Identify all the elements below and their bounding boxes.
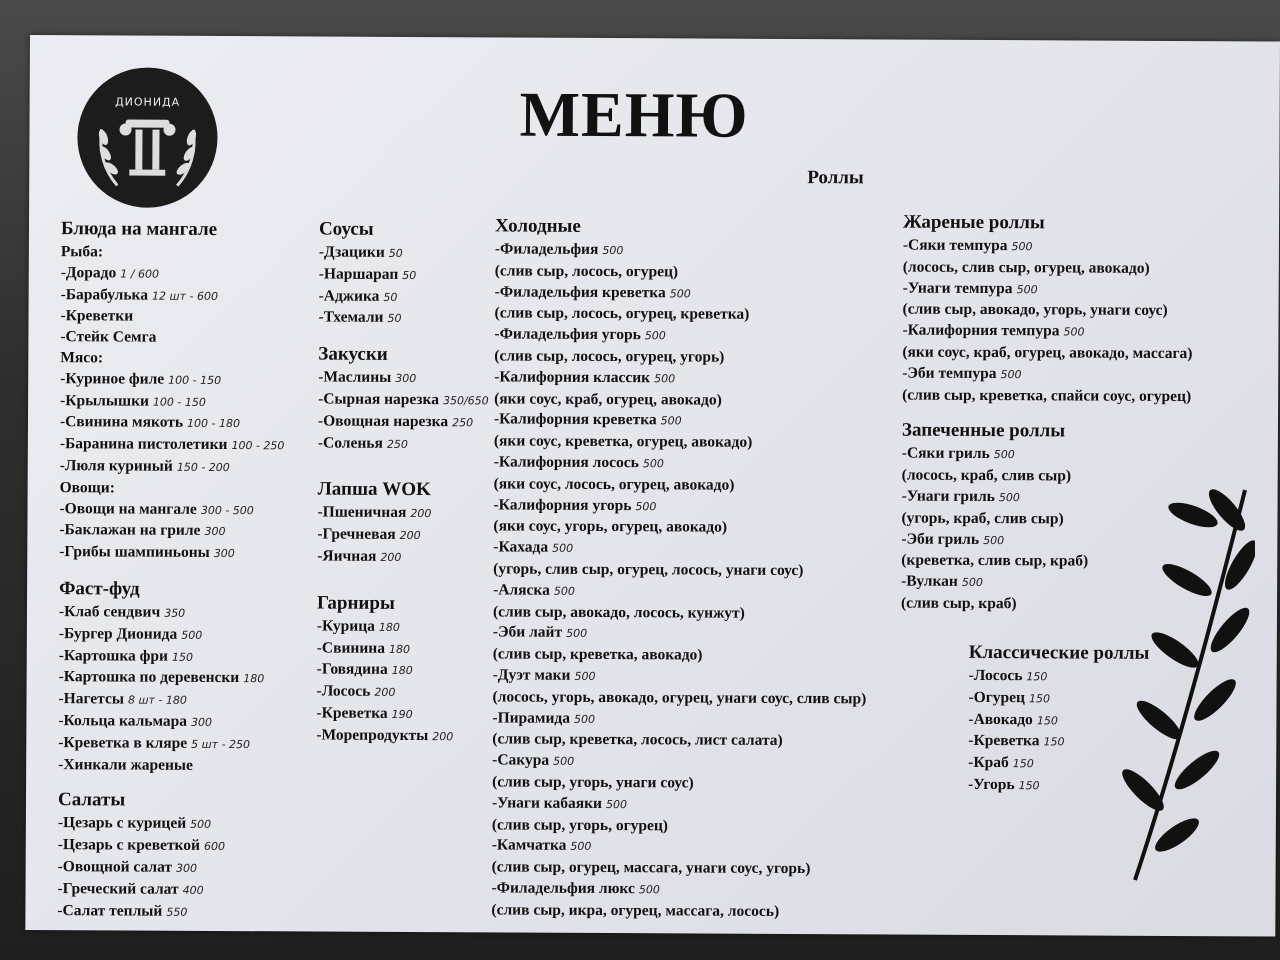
section-title-snacks: Закуски — [318, 343, 388, 366]
item-description: (слив сыр, лосось, огурец, креветка) — [494, 304, 750, 324]
menu-item — [59, 602, 284, 625]
menu-item — [316, 725, 487, 748]
menu-item — [59, 521, 284, 544]
menu-item — [494, 410, 868, 434]
menu-item — [492, 793, 866, 817]
menu-item — [61, 263, 286, 286]
sauces-list — [318, 243, 489, 331]
menu-item — [57, 879, 282, 902]
section-title-classic: Классические роллы — [968, 641, 1150, 664]
menu-item — [58, 857, 283, 880]
item-description: (слив сыр, авокадо, лосось, кунжут) — [492, 602, 745, 622]
menu-item — [317, 616, 488, 639]
menu-item — [60, 307, 285, 329]
meat-list — [60, 369, 285, 479]
item-name: -Картошка фри — [58, 646, 169, 665]
item-name: -Лосось — [316, 682, 371, 700]
menu-title: МЕНЮ — [519, 78, 749, 151]
item-name: -Краб — [968, 754, 1009, 772]
item-price: 300 — [395, 372, 417, 386]
subsection-vegetables: Овощи: — [59, 478, 115, 497]
item-price: 500 — [1011, 240, 1033, 254]
item-name: -Куриное филе — [60, 369, 165, 388]
item-name: -Калифорния классик — [494, 368, 651, 387]
item-price: 150 — [1036, 713, 1058, 727]
item-price: 180 — [388, 642, 411, 656]
item-description: (угорь, краб, слив сыр) — [901, 509, 1064, 528]
menu-item — [902, 444, 1192, 467]
section-title-sides: Гарниры — [316, 592, 395, 614]
menu-item — [317, 638, 488, 661]
item-name: -Креветки — [60, 307, 134, 325]
menu-item — [58, 813, 283, 836]
item-price: 550 — [166, 905, 188, 919]
item-price: 500 — [570, 840, 592, 854]
menu-item — [319, 286, 490, 309]
item-price: 500 — [1063, 325, 1085, 339]
item-price: 500 — [553, 754, 575, 768]
cold-rolls-list — [491, 239, 868, 922]
item-name: -Аляска — [493, 581, 550, 599]
item-name: -Креветка — [316, 704, 388, 722]
vegetables-list — [59, 499, 284, 566]
item-description: (яки соус, краб, огурец, авокадо, массага) — [902, 343, 1193, 363]
item-name: -Тхемали — [318, 308, 384, 327]
section-title-baked: Запеченные роллы — [901, 419, 1066, 442]
subsection-meat: Мясо: — [60, 349, 104, 367]
item-name: -Курица — [316, 617, 375, 635]
item-price: 150 — [1043, 735, 1065, 749]
item-price: 12 шт - 600 — [152, 289, 219, 303]
item-price: 8 шт - 180 — [127, 693, 187, 707]
item-price: 500 — [574, 669, 596, 683]
menu-item — [317, 546, 488, 569]
item-name: -Наршарап — [318, 265, 399, 283]
item-price: 200 — [432, 729, 454, 743]
item-name: -Баклажан на гриле — [59, 521, 201, 540]
item-price: 100 - 150 — [168, 373, 222, 387]
menu-item — [495, 239, 869, 263]
item-price: 50 — [402, 268, 417, 282]
item-price: 300 - 500 — [200, 503, 254, 517]
item-description: (слив сыр, креветка, спайси соус, огурец) — [902, 386, 1192, 405]
item-name: -Маслины — [318, 368, 392, 387]
menu-item — [494, 367, 868, 391]
item-name: -Цезарь с курицей — [57, 814, 187, 833]
item-price: 500 — [638, 883, 660, 897]
item-name: -Филадельфия — [494, 240, 599, 258]
snacks-list — [318, 368, 489, 456]
column-laurel-icon — [77, 67, 218, 208]
menu-item — [318, 411, 489, 434]
item-price: 150 - 200 — [176, 460, 230, 475]
section-title-fastfood: Фаст-фуд — [59, 578, 140, 600]
item-name: -Овощи на мангале — [59, 499, 197, 518]
item-price: 150 — [1018, 779, 1040, 793]
menu-item — [902, 321, 1192, 344]
item-price: 250 — [452, 415, 474, 430]
item-name: -Унаги кабаяки — [491, 794, 603, 812]
item-price: 500 — [574, 712, 596, 726]
item-price: 500 — [669, 286, 691, 301]
item-price: 400 — [182, 883, 204, 897]
sides-list — [316, 616, 487, 748]
item-name: -Свинина мякоть — [59, 413, 184, 432]
item-name: -Сяки темпура — [902, 236, 1008, 255]
item-price: 500 — [602, 244, 624, 258]
item-name: -Калифорния угорь — [493, 495, 632, 514]
item-price: 250 — [386, 437, 408, 451]
item-price: 500 — [605, 797, 627, 811]
item-price: 200 — [399, 529, 421, 543]
menu-item — [492, 708, 866, 732]
menu-item — [492, 751, 866, 775]
item-price: 150 — [1026, 670, 1048, 684]
item-price: 500 — [553, 584, 575, 598]
item-price: 50 — [388, 246, 403, 260]
item-price: 200 — [374, 685, 396, 700]
menu-item — [61, 285, 286, 308]
section-title-wok: Лапша WOK — [317, 478, 431, 501]
item-name: -Креветка — [968, 732, 1040, 750]
item-name: -Филадельфия угорь — [494, 325, 641, 344]
item-description: (слив сыр, лосось, огурец, угорь) — [494, 347, 725, 366]
menu-item — [494, 452, 868, 476]
section-title-fried: Жареные роллы — [902, 211, 1045, 234]
menu-item — [317, 682, 488, 705]
menu-item — [319, 243, 490, 266]
item-name: -Соленья — [317, 434, 383, 452]
item-name: -Авокадо — [968, 710, 1033, 728]
section-title-grill: Блюда на мангале — [60, 218, 218, 240]
item-name: -Барабулька — [60, 285, 149, 304]
item-name: -Говядина — [316, 660, 388, 679]
item-price: 500 — [993, 448, 1015, 462]
item-description: (слив сыр, авокадо, угорь, унаги соус) — [902, 300, 1168, 320]
salads-list — [57, 813, 282, 923]
laurel-branch-icon — [1115, 470, 1255, 890]
item-name: -Хинкали жареные — [58, 755, 193, 774]
menu-item — [58, 733, 283, 756]
item-description: (лосось, краб, слив сыр) — [901, 466, 1072, 485]
item-name: -Огурец — [968, 688, 1026, 707]
item-name: -Клаб сендвич — [58, 603, 161, 621]
item-description: (слив сыр, лосось, огурец) — [494, 262, 679, 281]
item-price: 100 - 150 — [152, 395, 206, 409]
item-price: 300 — [191, 715, 213, 729]
item-name: -Калифорния креветка — [493, 410, 657, 429]
item-description: (угорь, слив сыр, огурец, лосось, унаги соус) — [493, 560, 804, 580]
item-price: 300 — [213, 547, 235, 561]
item-name: -Нагетсы — [58, 690, 125, 708]
menu-item — [491, 878, 865, 902]
item-name: -Сырная нарезка — [318, 390, 440, 409]
item-price: 500 — [998, 491, 1020, 505]
item-name: -Эби лайт — [492, 623, 563, 642]
menu-item — [493, 623, 867, 647]
menu-item — [492, 836, 866, 860]
item-name: -Бургер Дионида — [58, 624, 178, 643]
item-price: 50 — [383, 290, 398, 304]
item-name: -Креветка в кляре — [58, 733, 188, 752]
item-price: 500 — [552, 541, 574, 556]
item-name: -Цезарь с креветкой — [57, 836, 201, 855]
item-name: -Овощная нарезка — [317, 412, 449, 430]
item-name: -Филадельфия креветка — [494, 283, 666, 301]
menu-item — [60, 456, 285, 479]
item-name: -Кахада — [493, 538, 549, 556]
menu-item — [60, 434, 285, 457]
subsection-fish: Рыба: — [60, 243, 104, 261]
menu-item — [59, 499, 284, 522]
menu-item — [59, 646, 284, 669]
menu-item — [57, 901, 282, 924]
section-title-salads: Салаты — [57, 789, 126, 811]
section-title-sauces: Соусы — [318, 218, 374, 240]
item-description: (слив сыр, огурец, массага, унаги соус, угорь) — [491, 858, 811, 878]
item-name: -Картошка по деревенски — [58, 668, 240, 687]
item-description: (лосось, слив сыр, огурец, авокадо) — [902, 258, 1150, 277]
item-price: 500 — [1000, 367, 1022, 381]
item-name: -Дзацики — [318, 243, 385, 261]
item-name: -Унаги гриль — [901, 487, 995, 506]
menu-item — [318, 368, 489, 391]
menu-item — [59, 668, 284, 691]
menu-item — [60, 369, 285, 392]
item-description: (яки соус, краб, огурец, авокадо) — [494, 390, 722, 409]
menu-item — [493, 538, 867, 562]
item-name: -Стейк Семга — [60, 328, 157, 346]
item-description: (слив сыр, краб) — [900, 594, 1017, 613]
item-price: 190 — [391, 707, 413, 721]
item-price: 300 — [204, 525, 226, 539]
menu-item — [317, 503, 488, 526]
item-name: -Салат теплый — [57, 901, 163, 920]
item-price: 500 — [1016, 282, 1038, 296]
item-name: -Сяки гриль — [901, 444, 990, 463]
menu-item — [902, 363, 1192, 386]
item-price: 500 — [644, 329, 666, 343]
item-description: (слив сыр, угорь, огурец) — [491, 815, 669, 834]
menu-item — [317, 660, 488, 683]
menu-item — [317, 525, 488, 548]
item-description: (яки соус, креветка, огурец, авокадо) — [493, 432, 753, 451]
item-price: 500 — [190, 818, 212, 832]
fish-list — [60, 263, 285, 349]
item-name: -Баранина пистолетики — [59, 435, 228, 454]
item-name: -Кольца кальмара — [58, 712, 188, 730]
item-name: -Яичная — [317, 547, 377, 565]
item-name: -Грибы шампиньоны — [59, 543, 210, 562]
menu-item — [493, 665, 867, 689]
menu-item — [495, 282, 869, 306]
item-price: 500 — [635, 499, 657, 513]
item-price: 200 — [380, 550, 402, 564]
item-name: -Калифорния лосось — [493, 453, 639, 472]
item-price: 500 — [654, 372, 676, 386]
item-price: 350/650 — [442, 394, 489, 408]
item-description: (яки соус, лосось, огурец, авокадо) — [493, 475, 735, 494]
item-name: -Пшеничная — [317, 503, 407, 522]
item-name: -Овощной салат — [57, 858, 173, 876]
item-name: -Калифорния темпура — [902, 321, 1060, 340]
item-description: (слив сыр, угорь, унаги соус) — [492, 773, 694, 792]
menu-item — [58, 711, 283, 734]
item-price: 500 — [961, 576, 983, 590]
item-price: 500 — [983, 533, 1005, 547]
menu-item — [59, 624, 284, 647]
item-price: 500 — [660, 414, 682, 428]
item-name: -Камчатка — [491, 836, 567, 855]
item-price: 150 — [1028, 692, 1051, 706]
item-price: 100 - 250 — [231, 439, 285, 453]
item-price: 100 - 180 — [187, 417, 241, 431]
menu-item — [493, 495, 867, 519]
menu-paper — [25, 35, 1280, 937]
item-price: 5 шт - 250 — [191, 737, 251, 751]
logo-text: ДИОНИДА — [115, 95, 181, 109]
item-name: -Лосось — [968, 666, 1023, 685]
column-cold-rolls — [491, 215, 868, 922]
item-price: 150 — [1012, 757, 1034, 771]
item-price: 1 / 600 — [120, 267, 160, 281]
menu-item — [316, 703, 487, 726]
item-description: (слив сыр, креветка, авокадо) — [492, 645, 703, 664]
menu-item — [903, 278, 1193, 301]
menu-item — [493, 580, 867, 604]
item-description: (яки соус, угорь, огурец, авокадо) — [493, 517, 728, 537]
item-price: 180 — [391, 664, 413, 678]
item-name: -Унаги темпура — [902, 279, 1013, 297]
item-name: -Угорь — [968, 775, 1015, 794]
menu-item — [318, 389, 489, 412]
restaurant-logo — [77, 67, 218, 208]
wok-list — [317, 503, 488, 569]
menu-item — [318, 308, 489, 331]
menu-item — [318, 433, 489, 456]
item-name: -Филадельфия люкс — [491, 879, 635, 898]
item-name: -Эби гриль — [901, 530, 980, 548]
item-price: 300 — [176, 861, 198, 875]
menu-item — [60, 413, 285, 436]
item-name: -Эби темпура — [902, 364, 997, 382]
item-name: -Свинина — [316, 639, 386, 657]
menu-item — [58, 835, 283, 858]
menu-item — [494, 325, 868, 349]
menu-item — [903, 236, 1193, 259]
item-name: -Дорадо — [60, 263, 117, 282]
menu-item — [58, 689, 283, 712]
item-price: 200 — [410, 507, 432, 521]
item-name: -Пирамида — [492, 708, 571, 727]
section-title-cold: Холодные — [494, 215, 581, 237]
item-price: 500 — [642, 457, 664, 471]
item-description: (лосось, угорь, авокадо, огурец, унаги соус, слив сыр) — [492, 688, 867, 708]
item-name: -Вулкан — [901, 572, 958, 591]
menu-item — [60, 327, 285, 349]
item-price: 500 — [181, 628, 203, 642]
item-name: -Морепродукты — [316, 726, 429, 744]
column-sauces-snacks-wok-sides — [316, 219, 489, 748]
item-name: -Сакура — [492, 751, 550, 769]
fastfood-list — [58, 602, 283, 777]
item-name: -Аджика — [318, 287, 380, 305]
column-grill-fastfood-salads — [57, 218, 285, 923]
menu-item — [319, 264, 490, 287]
item-name: -Дуэт маки — [492, 666, 571, 684]
menu-subtitle: Роллы — [807, 167, 864, 189]
item-price: 600 — [203, 840, 226, 854]
fried-rolls-list — [902, 236, 1193, 408]
item-price: 350 — [164, 606, 186, 620]
item-price: 180 — [378, 620, 400, 634]
item-name: -Греческий салат — [57, 879, 179, 898]
menu-item — [60, 391, 285, 414]
item-description: (слив сыр, икра, огурец, массага, лосось) — [491, 901, 780, 920]
item-price: 180 — [243, 672, 265, 686]
item-price: 150 — [171, 650, 193, 664]
item-price: 50 — [387, 312, 402, 326]
item-name: -Люля куриный — [59, 457, 173, 475]
menu-item — [59, 542, 284, 565]
item-name: -Крылышки — [60, 391, 150, 410]
item-name: -Гречневая — [317, 525, 396, 544]
menu-item — [58, 755, 283, 777]
item-description: (слив сыр, креветка, лосось, лист салата) — [492, 730, 783, 750]
item-description: (креветка, слив сыр, краб) — [901, 551, 1089, 570]
item-price: 500 — [566, 627, 588, 641]
